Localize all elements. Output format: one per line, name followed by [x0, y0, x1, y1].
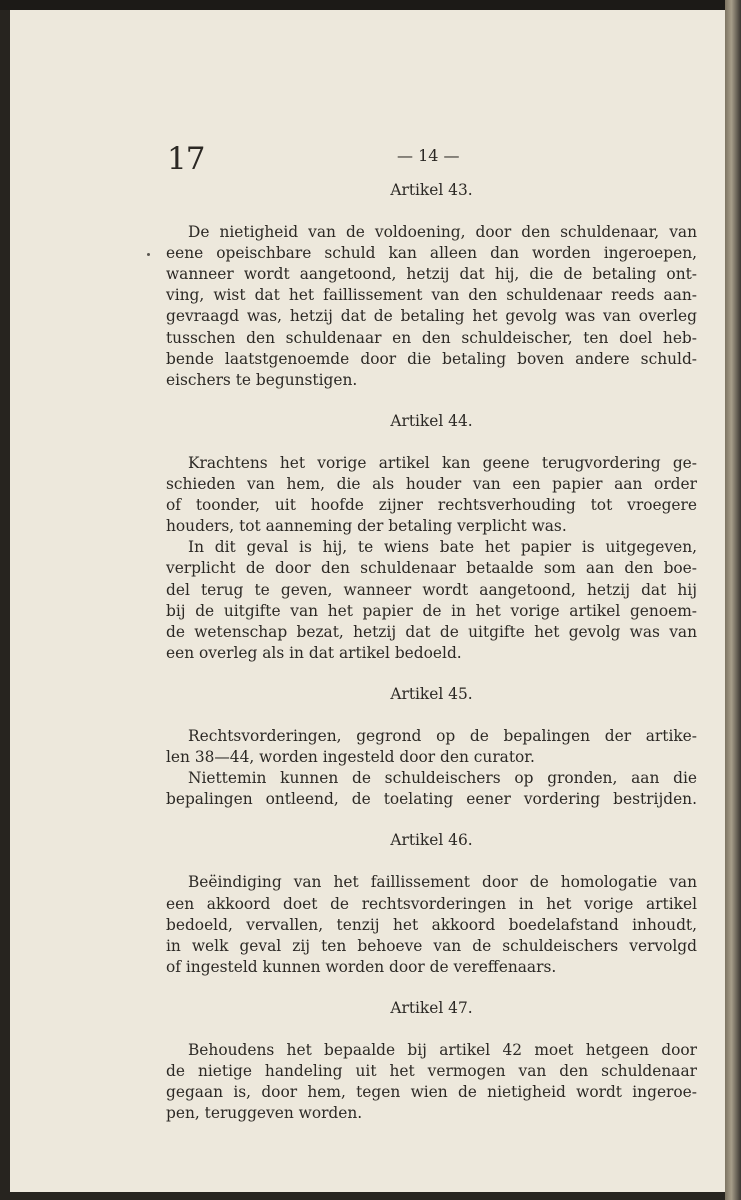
text-line: bedoeld, vervallen, tenzij het akkoord boedelafstand inhoudt, [166, 915, 697, 934]
text-line: bij de uitgifte van het papier de in het vorige artikel genoem- [166, 601, 697, 620]
text-line: eene opeischbare schuld kan alleen dan worden ingeroepen, [166, 244, 697, 263]
paragraph [166, 872, 697, 977]
text-line: bende laatstgenoemde door die betaling boven andere schuld- [166, 349, 697, 368]
text-line: del terug te geven, wanneer wordt aangetoond, hetzij dat hij [166, 580, 697, 599]
text-line: bepalingen ontleend, de toelating eener vordering bestrijden. [166, 790, 697, 809]
article-heading: Artikel 43. [390, 181, 473, 199]
text-line: een overleg als in dat artikel bedoeld. [166, 643, 462, 662]
paragraph [166, 222, 697, 391]
article-section [166, 411, 697, 664]
paragraph [166, 453, 697, 537]
text-line: len 38—44, worden ingesteld door den curator. [166, 748, 535, 767]
text-line: de wetenschap bezat, hetzij dat de uitgifte het gevolg was van [166, 622, 697, 641]
text-line: of toonder, uit hoofde zijner rechtsverhouding tot vroegere [166, 496, 697, 515]
article-heading: Artikel 44. [390, 411, 473, 430]
text-line: Beëindiging van het faillissement door de homologatie van [188, 873, 697, 892]
article-section [166, 998, 697, 1124]
text-line: verplicht de door den schuldenaar betaalde som aan den boe- [166, 559, 697, 578]
text-line: de nietige handeling uit het vermogen van den schuldenaar [166, 1062, 697, 1081]
article-section [166, 830, 697, 978]
text-line: Niettemin kunnen de schuldeischers op gronden, aan die [188, 769, 697, 788]
text-line: houders, tot aanneming der betaling verplicht was. [166, 517, 567, 536]
sheet-number: 17 [167, 141, 205, 177]
text-line: eischers te begunstigen. [166, 370, 358, 389]
text-line: Rechtsvorderingen, gegrond op de bepalingen der artike- [188, 726, 697, 745]
text-line: In dit geval is hij, te wiens bate het papier is uitgegeven, [188, 538, 697, 557]
text-line: ving, wist dat het faillissement van den schuldenaar reeds aan- [166, 286, 697, 305]
text-line: Krachtens het vorige artikel kan geene terugvordering ge- [188, 453, 697, 472]
paragraph [166, 768, 697, 810]
text-line: of ingesteld kunnen worden door de vereffenaars. [166, 957, 557, 976]
article-section [166, 684, 697, 810]
margin-speck [147, 253, 150, 256]
article-section [166, 180, 697, 391]
scan-top-border [0, 0, 741, 10]
book-page-edge [725, 0, 741, 1200]
paragraph [166, 726, 697, 768]
article-heading: Artikel 47. [390, 998, 473, 1017]
text-line: in welk geval zij ten behoeve van de schuldeischers vervolgd [166, 936, 697, 955]
text-line: wanneer wordt aangetoond, hetzij dat hij, die de betaling ont- [166, 265, 697, 284]
text-line: gevraagd was, hetzij dat de betaling het gevolg was van overleg [166, 307, 697, 326]
article-heading: Artikel 46. [390, 831, 473, 850]
text-line: schieden van hem, die als houder van een papier aan order [166, 475, 697, 494]
text-line: gegaan is, door hem, tegen wien de nietigheid wordt ingeroe- [166, 1083, 697, 1102]
body-text [166, 180, 697, 1144]
article-heading: Artikel 45. [390, 684, 473, 703]
text-line: De nietigheid van de voldoening, door den schuldenaar, van [188, 223, 697, 242]
text-line: pen, teruggeven worden. [166, 1104, 363, 1123]
paragraph [166, 537, 697, 664]
text-line: tusschen den schuldenaar en den schuldeischer, ten doel heb- [166, 328, 697, 347]
text-line: een akkoord doet de rechtsvorderingen in het vorige artikel [166, 894, 697, 913]
paragraph [166, 1040, 697, 1124]
page-number: — 14 — [397, 146, 460, 165]
text-line: Behoudens het bepaalde bij artikel 42 moet hetgeen door [188, 1041, 697, 1059]
